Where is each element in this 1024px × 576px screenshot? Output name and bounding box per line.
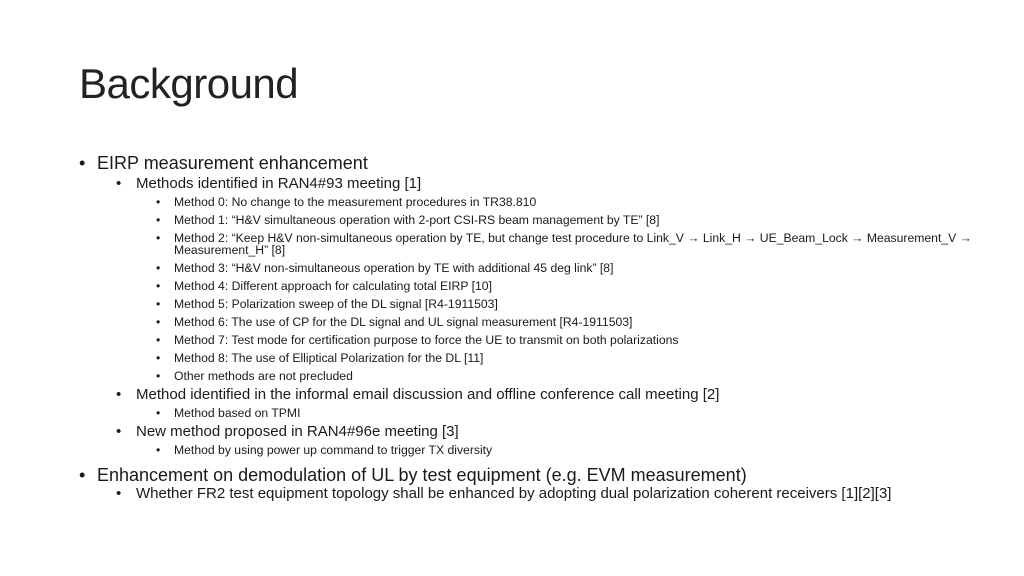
bullet-icon: • — [156, 213, 161, 227]
bullet-icon: • — [116, 175, 122, 192]
bullet-icon: • — [116, 423, 122, 440]
bullet-icon: • — [156, 406, 161, 420]
bullet-item-level-3 — [0, 441, 1024, 459]
bullet-icon: • — [156, 279, 161, 293]
bullet-icon: • — [156, 351, 161, 365]
bullet-text: Methods identified in RAN4#93 meeting [1] — [136, 175, 422, 192]
bullet-item-level-3 — [0, 295, 1024, 313]
bullet-text: Method 2: “Keep H&V non-simultaneous operation by TE, but change test procedure to Link_V → Link_H → UE_Beam_Lock → Measurement_V → Measurement_H” [8] — [174, 231, 972, 257]
bullet-text: Method by using power up command to trigger TX diversity — [174, 443, 493, 457]
bullet-item-level-3 — [0, 404, 1024, 422]
bullet-text: Enhancement on demodulation of UL by test equipment (e.g. EVM measurement) — [97, 465, 747, 485]
bullet-text: Method 8: The use of Elliptical Polarization for the DL [11] — [174, 351, 484, 365]
bullet-text: Method 1: “H&V simultaneous operation with 2-port CSI-RS beam management by TE” [8] — [174, 213, 660, 227]
bullet-item-level-2 — [0, 486, 916, 502]
bullet-item-level-3 — [0, 277, 1024, 295]
bullet-text: Method 0: No change to the measurement procedures in TR38.810 — [174, 195, 537, 209]
bullet-text: Method 5: Polarization sweep of the DL signal [R4-1911503] — [174, 297, 498, 311]
bullet-text: Method based on TPMI — [174, 406, 301, 420]
bullet-icon: • — [156, 231, 161, 245]
bullet-item-level-3 — [0, 367, 1024, 385]
bullet-text: Whether FR2 test equipment topology shall be enhanced by adopting dual polarization coherent receivers [1][2][3] — [136, 485, 892, 502]
bullet-icon: • — [156, 195, 161, 209]
bullet-icon: • — [156, 333, 161, 347]
slide-title: Background — [79, 60, 299, 107]
bullet-item-level-3 — [0, 349, 1024, 367]
bullet-icon: • — [79, 465, 86, 485]
bullet-text: Method identified in the informal email discussion and offline conference call meeting [2] — [136, 386, 720, 403]
bullet-item-level-2 — [0, 174, 1024, 193]
bullet-text: Method 7: Test mode for certification purpose to force the UE to transmit on both polarizations — [174, 333, 679, 347]
bullet-text: Method 3: “H&V non-simultaneous operation by TE with additional 45 deg link” [8] — [174, 261, 614, 275]
bullet-icon: • — [156, 315, 161, 329]
bullet-item-level-3 — [0, 193, 1024, 211]
bullet-item-level-1 — [0, 152, 1024, 174]
bullet-icon: • — [116, 485, 122, 502]
bullet-item-level-3 — [0, 229, 974, 259]
bullet-item-level-2 — [0, 385, 1024, 404]
bullet-icon: • — [116, 386, 122, 403]
bullet-item-level-3 — [0, 313, 1024, 331]
bullet-icon: • — [79, 153, 86, 173]
bullet-item-level-2 — [0, 422, 1024, 441]
bullet-text: EIRP measurement enhancement — [97, 153, 368, 173]
bullet-icon: • — [156, 297, 161, 311]
bullet-item-level-1 — [0, 464, 1024, 486]
bullet-text: Method 6: The use of CP for the DL signal and UL signal measurement [R4-1911503] — [174, 315, 633, 329]
bullet-text: Other methods are not precluded — [174, 369, 353, 383]
bullet-item-level-3 — [0, 211, 1024, 229]
bullet-icon: • — [156, 261, 161, 275]
bullet-text: Method 4: Different approach for calculating total EIRP [10] — [174, 279, 492, 293]
bullet-list — [0, 152, 1024, 502]
bullet-text: New method proposed in RAN4#96e meeting [3] — [136, 423, 459, 440]
bullet-icon: • — [156, 369, 161, 383]
bullet-item-level-3 — [0, 259, 1024, 277]
bullet-icon: • — [156, 443, 161, 457]
bullet-item-level-3 — [0, 331, 1024, 349]
